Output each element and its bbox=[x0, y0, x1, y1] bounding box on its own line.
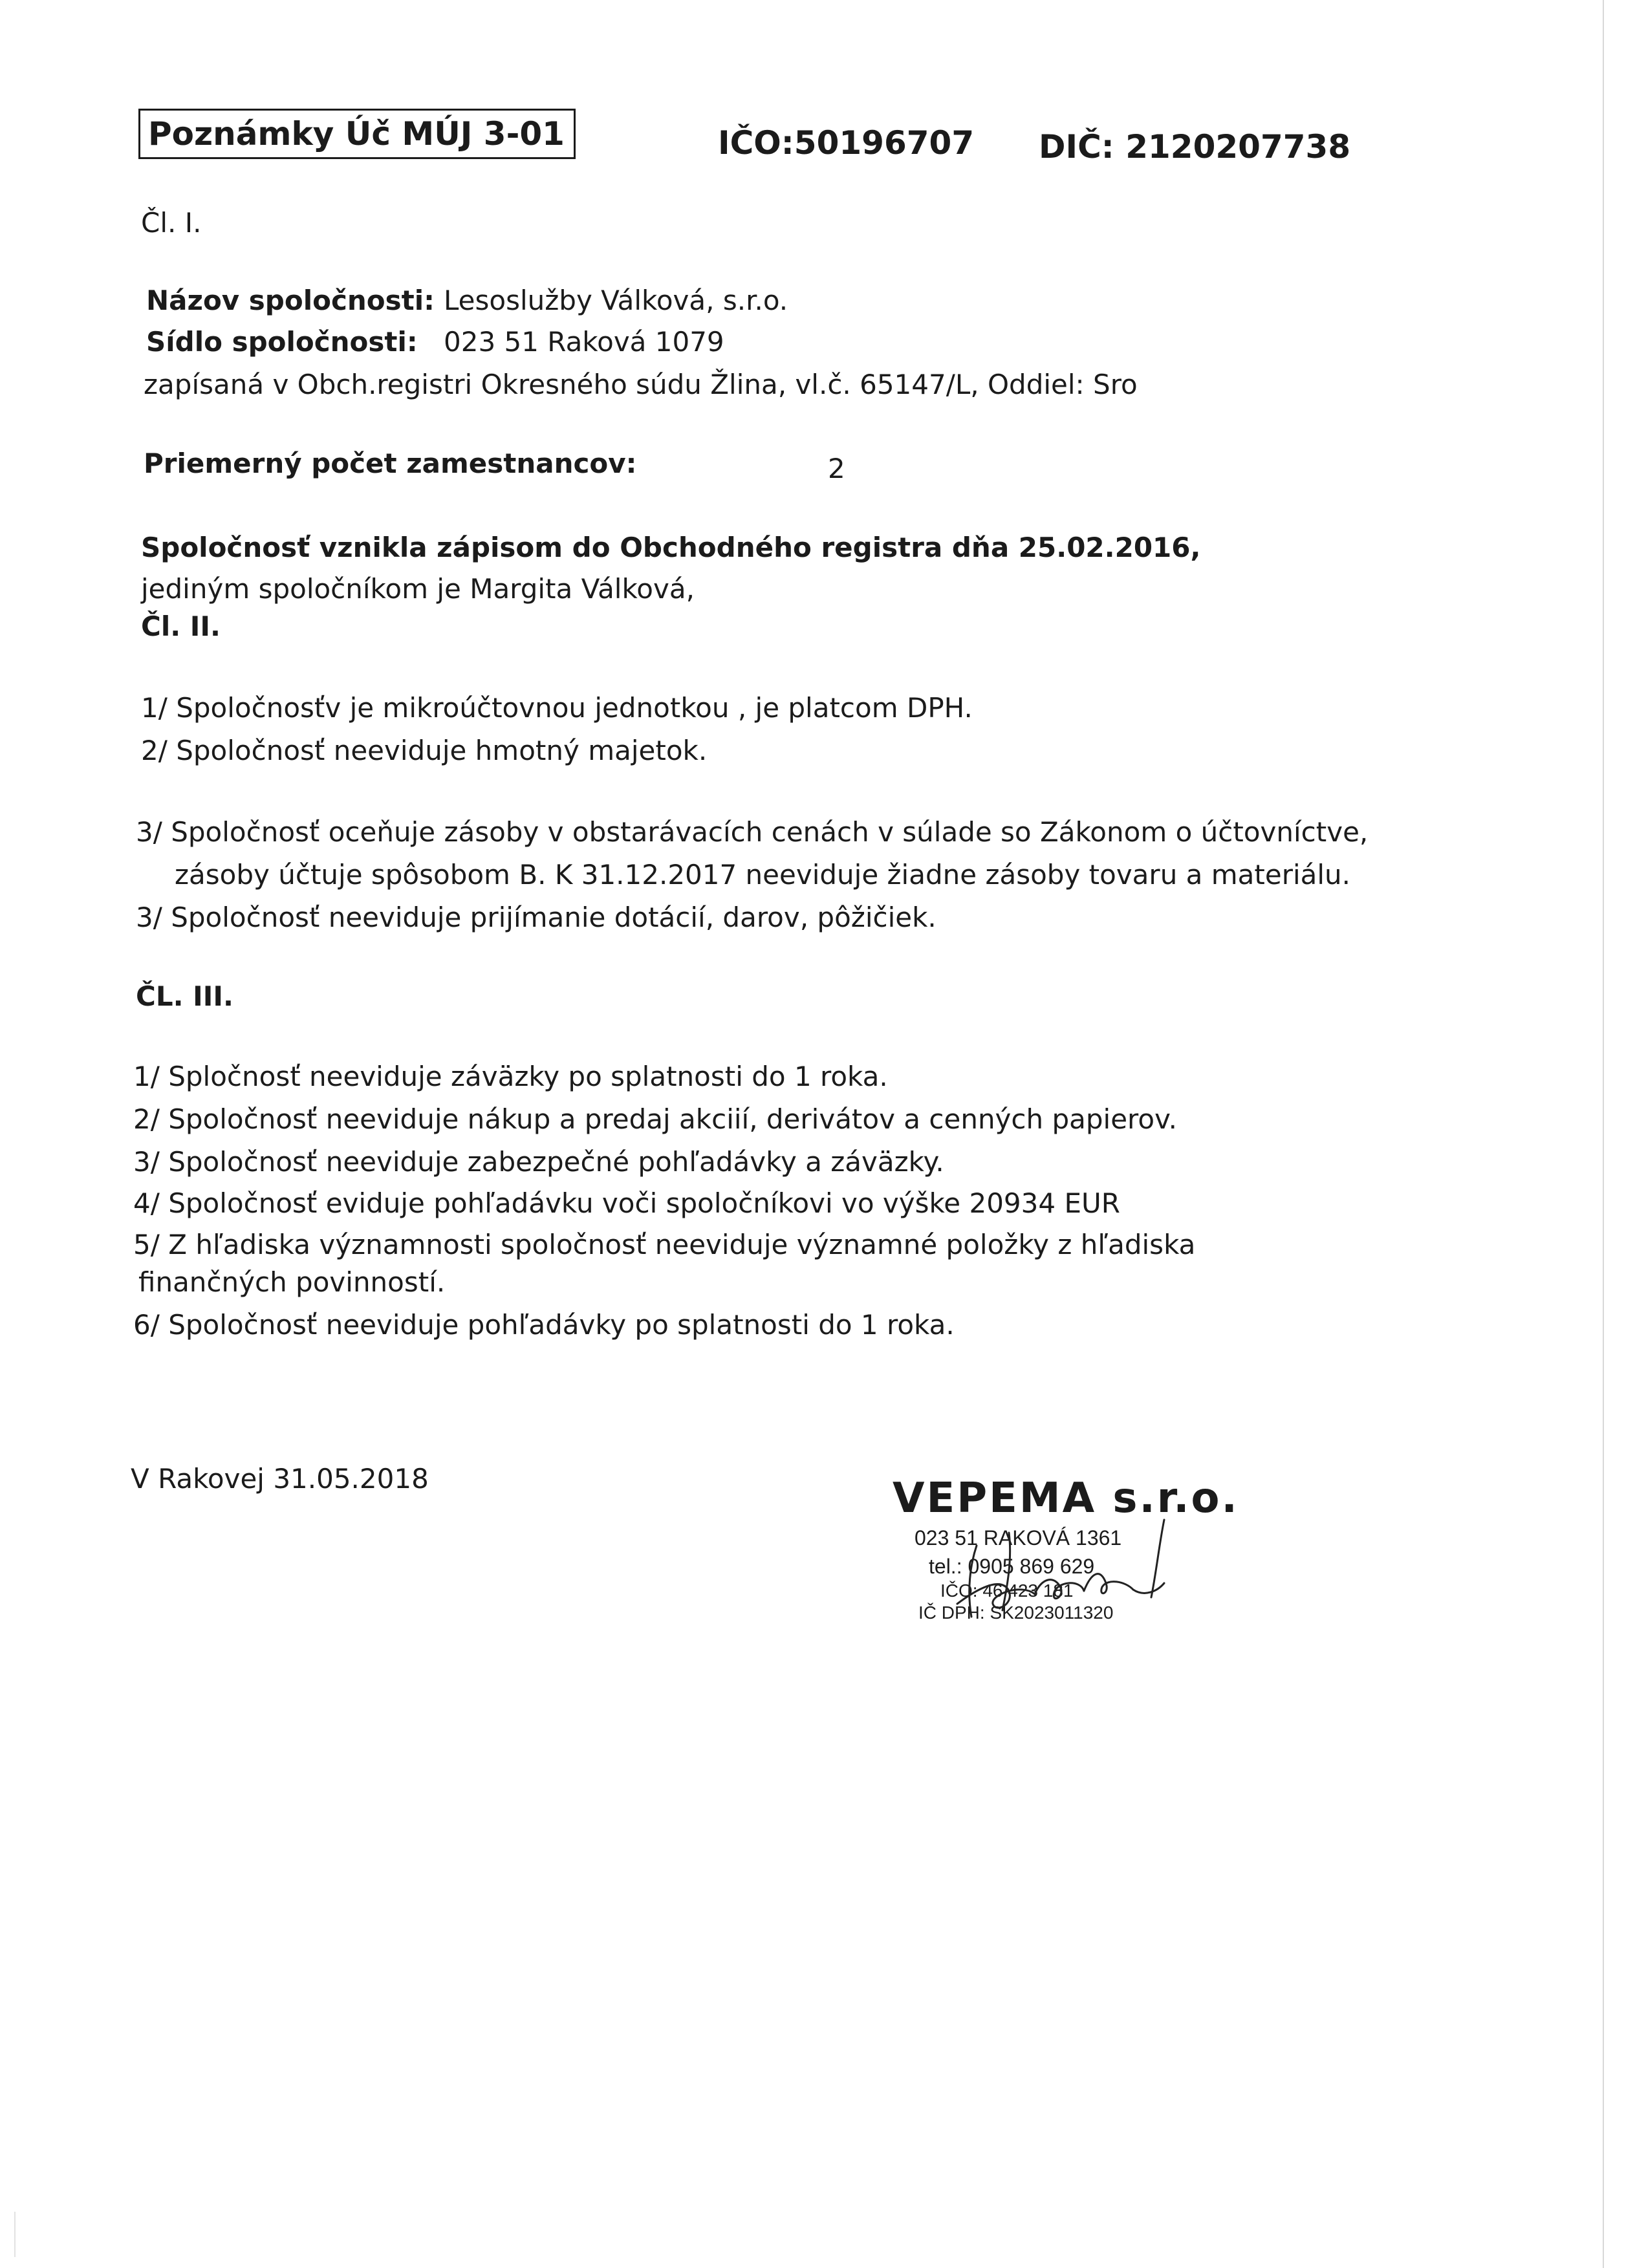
section-2-heading: Čl. II. bbox=[141, 610, 221, 642]
section-1-heading: Čl. I. bbox=[141, 207, 202, 239]
section-2-item: 2/ Spoločnosť neeviduje hmotný majetok. bbox=[141, 735, 708, 766]
section-3-item: 2/ Spoločnosť neeviduje nákup a predaj akciií, derivátov a cenných papierov. bbox=[133, 1103, 1178, 1135]
section-3-item: finančných povinností. bbox=[138, 1266, 446, 1298]
stamp-phone: tel.: 0905 869 629 bbox=[929, 1555, 1095, 1578]
section-3-item: 6/ Spoločnosť neeviduje pohľadávky po splatnosti do 1 roka. bbox=[133, 1309, 955, 1341]
stamp-address: 023 51 RAKOVÁ 1361 bbox=[915, 1526, 1122, 1550]
company-seat-row bbox=[146, 326, 724, 358]
scan-edge-line bbox=[1603, 0, 1604, 2268]
stamp-company-name: VEPEMA s.r.o. bbox=[893, 1474, 1239, 1522]
scan-edge-mark bbox=[14, 2212, 16, 2257]
employees-value: 2 bbox=[828, 453, 845, 484]
ico-number: IČO:50196707 bbox=[718, 124, 975, 162]
registry-line: zapísaná v Obch.registri Okresného súdu Žlina, vl.č. 65147/L, Oddiel: Sro bbox=[144, 369, 1138, 400]
section-2-item: zásoby účtuje spôsobom B. K 31.12.2017 neeviduje žiadne zásoby tovaru a materiálu. bbox=[175, 859, 1351, 891]
dic-number: DIČ: 2120207738 bbox=[1039, 128, 1351, 166]
company-name-row bbox=[146, 285, 788, 316]
section-3-item: 4/ Spoločnosť eviduje pohľadávku voči spoločníkovi vo výške 20934 EUR bbox=[133, 1187, 1120, 1219]
employees-label: Priemerný počet zamestnancov: bbox=[144, 448, 637, 479]
section-3-heading: ČL. III. bbox=[136, 980, 233, 1012]
section-3-item: 5/ Z hľadiska významnosti spoločnosť neeviduje významné položky z hľadiska bbox=[133, 1229, 1196, 1260]
company-seat-label: Sídlo spoločnosti: bbox=[146, 326, 418, 358]
section-2-item: 3/ Spoločnosť oceňuje zásoby v obstarávacích cenách v súlade so Zákonom o účtovníctve, bbox=[136, 816, 1369, 848]
founded-line: Spoločnosť vznikla zápisom do Obchodného registra dňa 25.02.2016, bbox=[141, 532, 1201, 563]
handwritten-signature bbox=[931, 1507, 1190, 1630]
section-2-item: 1/ Spoločnosťv je mikroúčtovnou jednotkou , je platcom DPH. bbox=[141, 692, 973, 724]
section-3-item: 3/ Spoločnosť neeviduje zabezpečné pohľadávky a záväzky. bbox=[133, 1146, 944, 1178]
stamp-ico: IČO: 46 423 181 bbox=[940, 1581, 1074, 1601]
place-date: V Rakovej 31.05.2018 bbox=[131, 1463, 429, 1495]
company-name-value: Lesoslužby Válková, s.r.o. bbox=[444, 285, 788, 316]
section-2-item: 3/ Spoločnosť neeviduje prijímanie dotácií, darov, pôžičiek. bbox=[136, 902, 937, 933]
form-label-box: Poznámky Úč MÚJ 3-01 bbox=[138, 109, 576, 159]
company-seat-value: 023 51 Raková 1079 bbox=[444, 326, 724, 358]
company-name-label: Názov spoločnosti: bbox=[146, 285, 435, 316]
stamp-ic-dph: IČ DPH: SK2023011320 bbox=[918, 1603, 1114, 1623]
section-3-item: 1/ Spločnosť neeviduje záväzky po splatnosti do 1 roka. bbox=[133, 1061, 888, 1092]
partner-line: jediným spoločníkom je Margita Válková, bbox=[141, 573, 695, 605]
